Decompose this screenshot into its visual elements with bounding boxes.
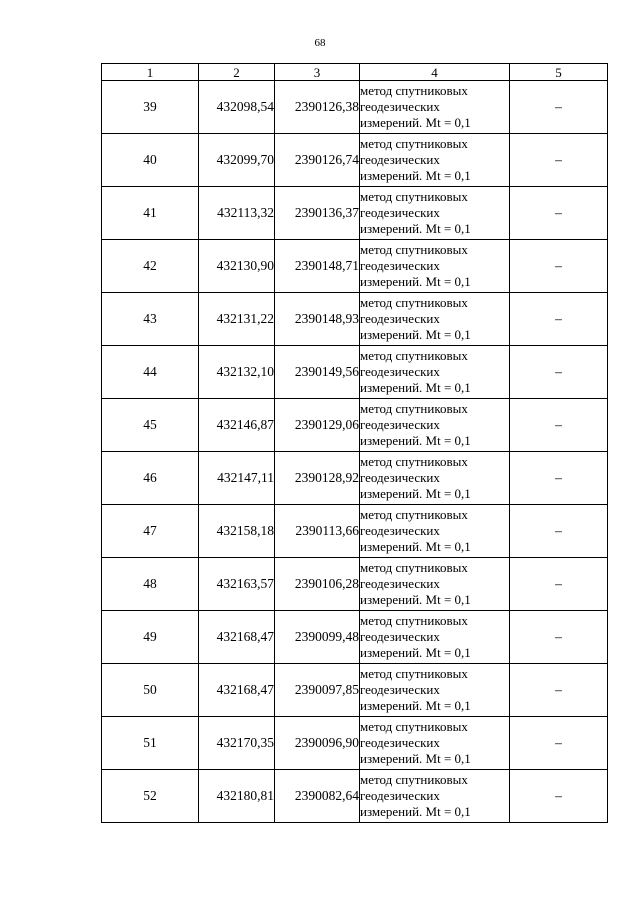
method-cell: [360, 187, 510, 240]
method-cell: [360, 505, 510, 558]
method-line: измерений. Mt = 0,1: [360, 115, 471, 130]
table-row: [102, 81, 608, 134]
point-number-cell: 49: [102, 611, 199, 664]
method-cell: [360, 611, 510, 664]
y-coordinate-cell: 2390113,66: [275, 505, 360, 558]
table-row: [102, 611, 608, 664]
point-number-cell: 44: [102, 346, 199, 399]
method-line: метод спутниковых: [360, 136, 468, 151]
method-line: геодезических: [360, 99, 440, 114]
column-header-x: 2: [199, 64, 275, 81]
table-row: [102, 346, 608, 399]
method-cell: [360, 293, 510, 346]
x-coordinate-cell: 432158,18: [199, 505, 275, 558]
method-line: метод спутниковых: [360, 83, 468, 98]
x-coordinate-cell: 432170,35: [199, 717, 275, 770]
method-line: геодезических: [360, 311, 440, 326]
method-line: метод спутниковых: [360, 348, 468, 363]
method-cell: [360, 717, 510, 770]
method-line: геодезических: [360, 364, 440, 379]
method-line: метод спутниковых: [360, 613, 468, 628]
column-header-y: 3: [275, 64, 360, 81]
method-line: метод спутниковых: [360, 666, 468, 681]
y-coordinate-cell: 2390106,28: [275, 558, 360, 611]
table-row: [102, 717, 608, 770]
coordinates-table: [101, 63, 608, 823]
table-row: [102, 770, 608, 823]
table-header-row: [102, 64, 608, 81]
y-coordinate-cell: 2390149,56: [275, 346, 360, 399]
note-cell: –: [510, 452, 608, 505]
method-line: геодезических: [360, 470, 440, 485]
method-line: метод спутниковых: [360, 189, 468, 204]
x-coordinate-cell: 432180,81: [199, 770, 275, 823]
note-cell: –: [510, 505, 608, 558]
point-number-cell: 47: [102, 505, 199, 558]
point-number-cell: 43: [102, 293, 199, 346]
method-line: измерений. Mt = 0,1: [360, 486, 471, 501]
method-line: метод спутниковых: [360, 560, 468, 575]
x-coordinate-cell: 432098,54: [199, 81, 275, 134]
table-row: [102, 505, 608, 558]
x-coordinate-cell: 432163,57: [199, 558, 275, 611]
point-number-cell: 51: [102, 717, 199, 770]
method-cell: [360, 346, 510, 399]
method-line: измерений. Mt = 0,1: [360, 221, 471, 236]
method-line: метод спутниковых: [360, 772, 468, 787]
method-cell: [360, 664, 510, 717]
note-cell: –: [510, 770, 608, 823]
method-cell: [360, 134, 510, 187]
note-cell: –: [510, 346, 608, 399]
point-number-cell: 46: [102, 452, 199, 505]
method-line: геодезических: [360, 523, 440, 538]
point-number-cell: 41: [102, 187, 199, 240]
table-row: [102, 558, 608, 611]
y-coordinate-cell: 2390126,38: [275, 81, 360, 134]
table-row: [102, 452, 608, 505]
method-line: геодезических: [360, 576, 440, 591]
y-coordinate-cell: 2390148,93: [275, 293, 360, 346]
note-cell: –: [510, 717, 608, 770]
x-coordinate-cell: 432146,87: [199, 399, 275, 452]
y-coordinate-cell: 2390099,48: [275, 611, 360, 664]
point-number-cell: 40: [102, 134, 199, 187]
x-coordinate-cell: 432130,90: [199, 240, 275, 293]
note-cell: –: [510, 558, 608, 611]
method-line: геодезических: [360, 682, 440, 697]
x-coordinate-cell: 432113,32: [199, 187, 275, 240]
table-body: [102, 81, 608, 823]
method-line: метод спутниковых: [360, 401, 468, 416]
table-row: [102, 293, 608, 346]
table-row: [102, 187, 608, 240]
method-line: измерений. Mt = 0,1: [360, 804, 471, 819]
y-coordinate-cell: 2390148,71: [275, 240, 360, 293]
y-coordinate-cell: 2390136,37: [275, 187, 360, 240]
method-line: геодезических: [360, 205, 440, 220]
point-number-cell: 48: [102, 558, 199, 611]
point-number-cell: 45: [102, 399, 199, 452]
method-line: измерений. Mt = 0,1: [360, 539, 471, 554]
page-number: 68: [314, 37, 326, 49]
y-coordinate-cell: 2390097,85: [275, 664, 360, 717]
column-header-method: 4: [360, 64, 510, 81]
method-line: геодезических: [360, 735, 440, 750]
method-line: измерений. Mt = 0,1: [360, 274, 471, 289]
method-cell: [360, 81, 510, 134]
method-line: измерений. Mt = 0,1: [360, 327, 471, 342]
point-number-cell: 42: [102, 240, 199, 293]
method-line: метод спутниковых: [360, 295, 468, 310]
method-line: измерений. Mt = 0,1: [360, 168, 471, 183]
x-coordinate-cell: 432132,10: [199, 346, 275, 399]
column-header-point-number: 1: [102, 64, 199, 81]
y-coordinate-cell: 2390129,06: [275, 399, 360, 452]
note-cell: –: [510, 240, 608, 293]
method-line: геодезических: [360, 629, 440, 644]
x-coordinate-cell: 432099,70: [199, 134, 275, 187]
column-header-note: 5: [510, 64, 608, 81]
method-line: измерений. Mt = 0,1: [360, 380, 471, 395]
x-coordinate-cell: 432168,47: [199, 611, 275, 664]
note-cell: –: [510, 81, 608, 134]
point-number-cell: 52: [102, 770, 199, 823]
y-coordinate-cell: 2390082,64: [275, 770, 360, 823]
method-line: геодезических: [360, 788, 440, 803]
x-coordinate-cell: 432147,11: [199, 452, 275, 505]
note-cell: –: [510, 399, 608, 452]
method-line: метод спутниковых: [360, 507, 468, 522]
method-cell: [360, 452, 510, 505]
method-line: измерений. Mt = 0,1: [360, 645, 471, 660]
y-coordinate-cell: 2390126,74: [275, 134, 360, 187]
x-coordinate-cell: 432168,47: [199, 664, 275, 717]
note-cell: –: [510, 293, 608, 346]
note-cell: –: [510, 664, 608, 717]
method-line: геодезических: [360, 258, 440, 273]
x-coordinate-cell: 432131,22: [199, 293, 275, 346]
table-row: [102, 240, 608, 293]
method-line: геодезических: [360, 152, 440, 167]
method-line: метод спутниковых: [360, 719, 468, 734]
method-line: метод спутниковых: [360, 242, 468, 257]
method-line: измерений. Mt = 0,1: [360, 751, 471, 766]
method-line: измерений. Mt = 0,1: [360, 592, 471, 607]
note-cell: –: [510, 187, 608, 240]
point-number-cell: 50: [102, 664, 199, 717]
note-cell: –: [510, 134, 608, 187]
method-line: измерений. Mt = 0,1: [360, 433, 471, 448]
point-number-cell: 39: [102, 81, 199, 134]
method-cell: [360, 240, 510, 293]
y-coordinate-cell: 2390096,90: [275, 717, 360, 770]
method-cell: [360, 770, 510, 823]
method-line: измерений. Mt = 0,1: [360, 698, 471, 713]
note-cell: –: [510, 611, 608, 664]
table-row: [102, 664, 608, 717]
table-row: [102, 134, 608, 187]
method-line: метод спутниковых: [360, 454, 468, 469]
method-cell: [360, 399, 510, 452]
method-cell: [360, 558, 510, 611]
y-coordinate-cell: 2390128,92: [275, 452, 360, 505]
table-row: [102, 399, 608, 452]
method-line: геодезических: [360, 417, 440, 432]
